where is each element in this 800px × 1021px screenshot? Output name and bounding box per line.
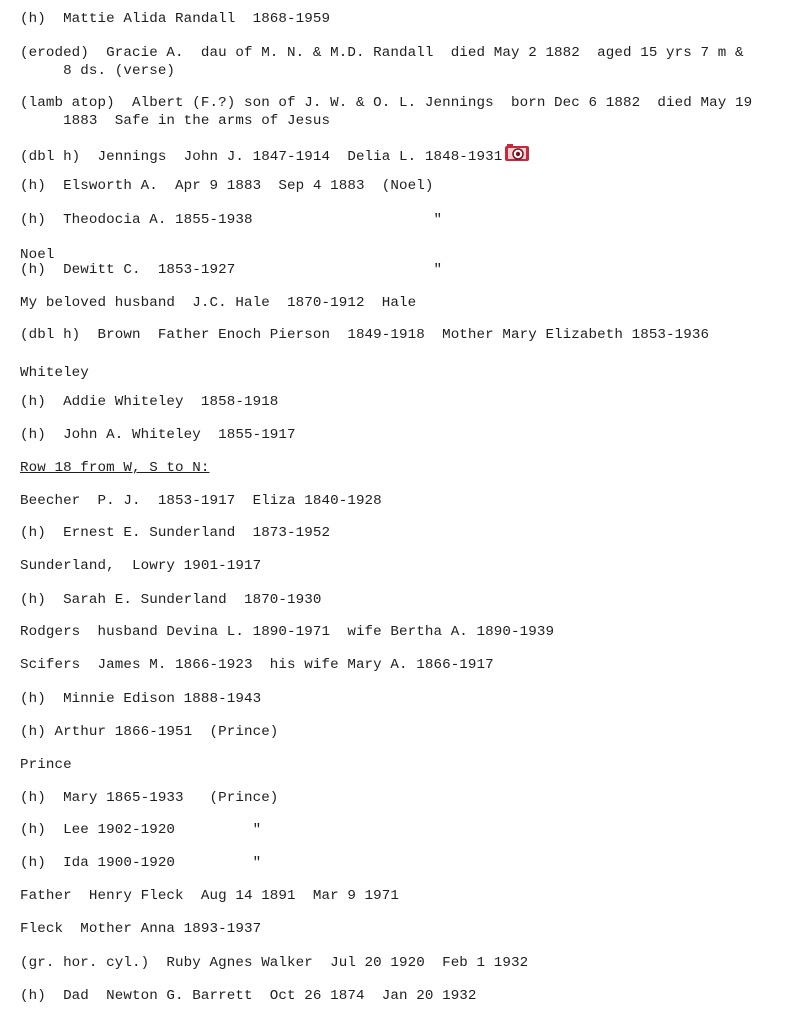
text-line bbox=[20, 987, 477, 1005]
text-line bbox=[20, 690, 261, 708]
text-line bbox=[20, 756, 72, 774]
line-text: My beloved husband J.C. Hale 1870-1912 Hale bbox=[20, 295, 417, 311]
text-line bbox=[20, 557, 261, 575]
text-line bbox=[20, 821, 261, 839]
text-line bbox=[20, 211, 442, 229]
text-line bbox=[20, 656, 494, 674]
line-text: (h) Dewitt C. 1853-1927 " bbox=[20, 262, 443, 278]
text-line bbox=[20, 112, 330, 130]
text-line bbox=[20, 44, 744, 62]
line-text: 8 ds. (verse) bbox=[20, 63, 176, 79]
text-line bbox=[20, 144, 530, 166]
line-text: (h) Dad Newton G. Barrett Oct 26 1874 Jan 20 1932 bbox=[20, 988, 477, 1004]
line-text: Beecher P. J. 1853-1917 Eliza 1840-1928 bbox=[20, 493, 382, 509]
text-line bbox=[20, 954, 528, 972]
text-line bbox=[20, 887, 399, 905]
line-text: (h) Mary 1865-1933 (Prince) bbox=[20, 790, 279, 806]
line-text: (dbl h) Brown Father Enoch Pierson 1849-1918 Mother Mary Elizabeth 1853-1936 bbox=[20, 327, 710, 343]
line-text: (dbl h) Jennings John J. 1847-1914 Delia L. 1848-1931 bbox=[20, 149, 503, 165]
line-text: Father Henry Fleck Aug 14 1891 Mar 9 1971 bbox=[20, 888, 400, 904]
text-line bbox=[20, 623, 554, 641]
text-line bbox=[20, 294, 416, 312]
line-text: (h) Theodocia A. 1855-1938 " bbox=[20, 212, 443, 228]
line-text: (gr. hor. cyl.) Ruby Agnes Walker Jul 20 1920 Feb 1 1932 bbox=[20, 955, 529, 971]
line-text: Fleck Mother Anna 1893-1937 bbox=[20, 921, 262, 937]
line-text: (lamb atop) Albert (F.?) son of J. W. & O. L. Jennings born Dec 6 1882 died May 19 bbox=[20, 95, 753, 111]
line-text: (h) Ida 1900-1920 " bbox=[20, 855, 262, 871]
text-line bbox=[20, 492, 382, 510]
text-line bbox=[20, 62, 175, 80]
camera-icon[interactable] bbox=[504, 144, 530, 162]
text-line bbox=[20, 920, 261, 938]
text-line bbox=[20, 393, 278, 411]
text-line bbox=[20, 177, 433, 195]
text-line bbox=[20, 426, 296, 444]
text-line bbox=[20, 723, 278, 741]
line-text: (h) Lee 1902-1920 " bbox=[20, 822, 262, 838]
line-text: (h) Mattie Alida Randall 1868-1959 bbox=[20, 11, 331, 27]
line-text: (h) Elsworth A. Apr 9 1883 Sep 4 1883 (Noel) bbox=[20, 178, 434, 194]
text-line bbox=[20, 591, 322, 609]
line-text: Sunderland, Lowry 1901-1917 bbox=[20, 558, 262, 574]
line-text: (h) Addie Whiteley 1858-1918 bbox=[20, 394, 279, 410]
text-line bbox=[20, 10, 330, 28]
line-text: Prince bbox=[20, 757, 72, 773]
line-text: (eroded) Gracie A. dau of M. N. & M.D. Randall died May 2 1882 aged 15 yrs 7 m & bbox=[20, 45, 744, 61]
line-text: 1883 Safe in the arms of Jesus bbox=[20, 113, 331, 129]
text-line bbox=[20, 789, 278, 807]
text-line bbox=[20, 261, 442, 279]
line-text: (h) Minnie Edison 1888-1943 bbox=[20, 691, 262, 707]
text-line bbox=[20, 364, 89, 382]
text-line bbox=[20, 326, 709, 344]
section-heading bbox=[20, 459, 210, 477]
text-line bbox=[20, 854, 261, 872]
text-line bbox=[20, 524, 330, 542]
line-text: (h) Sarah E. Sunderland 1870-1930 bbox=[20, 592, 322, 608]
line-text: Noel bbox=[20, 247, 55, 263]
line-text: Scifers James M. 1866-1923 his wife Mary A. 1866-1917 bbox=[20, 657, 494, 673]
line-text: (h) Ernest E. Sunderland 1873-1952 bbox=[20, 525, 331, 541]
line-text: Rodgers husband Devina L. 1890-1971 wife Bertha A. 1890-1939 bbox=[20, 624, 555, 640]
line-text: Row 18 from W, S to N: bbox=[20, 460, 210, 476]
line-text: (h) John A. Whiteley 1855-1917 bbox=[20, 427, 296, 443]
line-text: (h) Arthur 1866-1951 (Prince) bbox=[20, 724, 279, 740]
line-text: Whiteley bbox=[20, 365, 89, 381]
text-line bbox=[20, 94, 752, 112]
